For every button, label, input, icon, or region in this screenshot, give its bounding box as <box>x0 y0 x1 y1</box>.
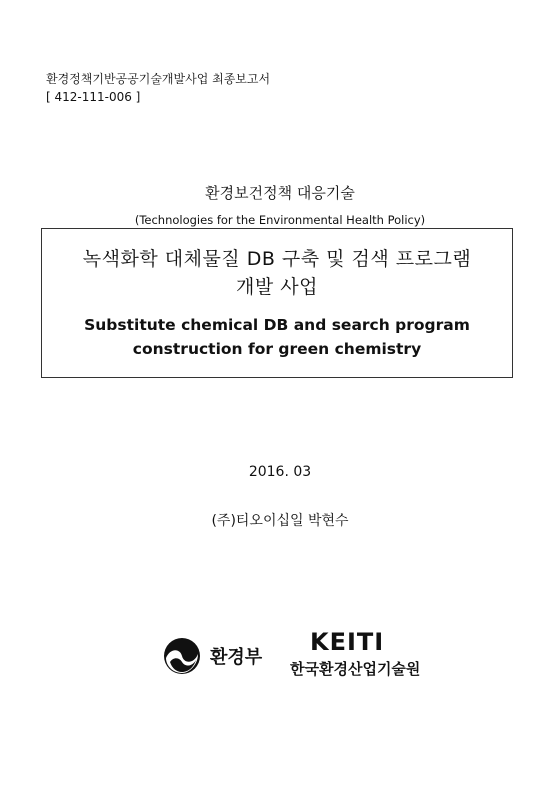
keiti-logo <box>290 628 410 654</box>
program-name: 환경정책기반공공기술개발사업 최종보고서 <box>46 72 271 86</box>
title-english <box>42 313 512 361</box>
report-date: 2016. 03 <box>248 464 312 480</box>
report-code: [ 412-111-006 ] <box>46 90 141 104</box>
title-korean-line2: 개발 사업 <box>236 276 318 298</box>
title-korean <box>42 245 512 301</box>
title-english-line1: Substitute chemical DB and search program <box>84 316 470 334</box>
category-english: (Technologies for the Environmental Health Policy) <box>134 213 426 227</box>
category-block <box>0 182 560 230</box>
ministry-label: 환경부 <box>210 647 263 668</box>
keiti-logo-block <box>290 628 420 679</box>
ministry-logo <box>162 636 262 676</box>
report-author: (주)티오이십일 박현수 <box>211 513 349 529</box>
title-english-line2: construction for green chemistry <box>132 340 422 358</box>
report-series-header <box>46 70 270 106</box>
taegeuk-emblem-icon <box>162 636 202 676</box>
keiti-name: 한국환경산업기술원 <box>290 660 421 678</box>
category-korean: 환경보건정책 대응기술 <box>205 184 355 202</box>
title-korean-line1: 녹색화학 대체물질 DB 구축 및 검색 프로그램 <box>82 248 472 270</box>
title-box <box>41 228 513 378</box>
svg-text:KEITI: KEITI <box>310 628 385 654</box>
